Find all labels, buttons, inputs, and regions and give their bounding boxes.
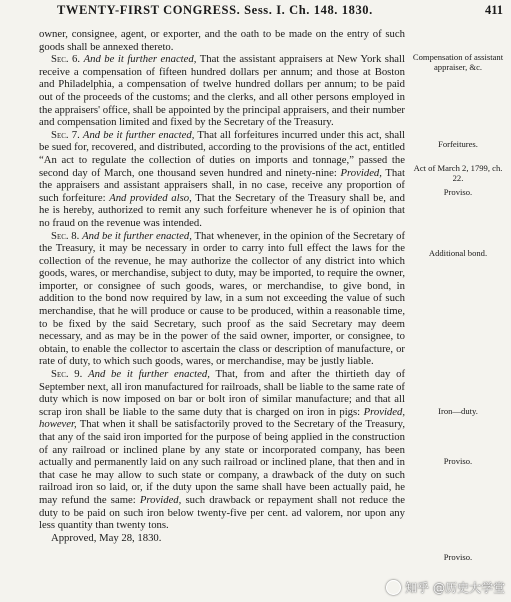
- watermark-text: 知乎 @历史大学堂: [405, 581, 505, 595]
- zhihu-logo-icon: [386, 580, 401, 595]
- section-label: Sec. 6.: [51, 53, 81, 66]
- page-number: 411: [484, 3, 503, 17]
- section-text: That when it shall be satisfactorily proved to the Secretary of the Treasury, that any of the said iron imported for the purpose of being applied in the construction of any railroad or inclined plane by any state or incorporated company, has been actually and permanently laid on any such railroad or inclined plane, that then and in that case he may allow to such state or company, a drawback of the duty on such railroad iron so laid, or, if the duty upon the same shall have been actually paid, he may refund the same:: [39, 418, 405, 506]
- section-label: Sec. 9.: [51, 368, 83, 381]
- running-title: TWENTY-FIRST CONGRESS. Sess. I. Ch. 148. 1830.: [57, 3, 373, 17]
- margin-note-proviso: Proviso.: [443, 187, 473, 197]
- proviso-clause: Provided, however,: [39, 405, 406, 431]
- enacting-clause: And be it further enacted,: [88, 368, 210, 381]
- statute-text: [39, 28, 405, 544]
- intro-paragraph: owner, consignee, agent, or exporter, and the oath to be made on the entry of such goods shall be annexed thereto.: [39, 28, 405, 53]
- page-header: [0, 0, 511, 22]
- margin-note-act-of-march: Act of March 2, 1799, ch. 22.: [413, 163, 503, 183]
- section-text: That the appraisers and assistant appraisers shall, in no case, receive any proportion of such forfeiture:: [39, 166, 405, 204]
- enacting-clause: And be it further enacted,: [83, 53, 197, 66]
- section-text: That all forfeitures incurred under this act, shall be sued for, recovered, and distributed, according to the provisions of the act, entitled “An act to regulate the collection of duties on imports and tonnage,” passed the second day of March, one thousand seven hundred and ninety-nine:: [39, 128, 406, 179]
- margin-note-iron-duty: Iron—duty.: [438, 406, 478, 416]
- section-text: That the assistant appraisers at New York shall receive a compensation of fifteen hundred dollars per annum; and those at Boston and Philadelphia, a compensation of twelve hundred dollars per annum; to be paid out of the proceeds of the customs; and the clerks, and all other persons employed in the appraisers' office, shall be appointed by the principal appraisers, and their number and compensation limited and fixed by the Secretary of the Treasury.: [39, 53, 405, 129]
- proviso-clause: Provided,: [340, 166, 382, 179]
- proviso-clause: Provided,: [139, 493, 182, 506]
- section-9: [39, 368, 405, 532]
- section-7: [39, 129, 405, 230]
- margin-note-proviso: Proviso.: [443, 456, 473, 466]
- section-8: [39, 230, 405, 369]
- margin-note-proviso: Proviso.: [443, 552, 473, 562]
- section-label: Sec. 8.: [51, 229, 80, 242]
- proviso-clause: And provided also,: [109, 191, 192, 204]
- approval-line: Approved, May 28, 1830.: [51, 531, 162, 544]
- margin-note-additional-bond: Additional bond.: [428, 248, 488, 258]
- section-text: That the Secretary of the Treasury shall be, and he is hereby, authorized to remit any such forfeiture whenever he is of opinion that no fraud on the revenue was intended.: [39, 191, 405, 229]
- section-text: such drawback or repayment shall not reduce the duty to be paid on such iron below twenty-five per cent. ad valorem, nor upon any less quantity than twenty tons.: [39, 493, 406, 532]
- watermark: [386, 579, 505, 596]
- section-text: That, from and after the thirtieth day of September next, all iron manufactured for railroads, shall be liable to the same rate of duty which is now imposed on bar or bolt iron of similar manufacture; and that all scrap iron shall be liable to the same duty that is charged on iron in pigs:: [39, 368, 405, 418]
- enacting-clause: And be it further enacted,: [82, 229, 192, 242]
- section-label: Sec. 7.: [51, 128, 80, 141]
- section-6: [39, 53, 405, 129]
- margin-note-compensation: Compensation of assistant appraiser, &c.: [412, 52, 504, 72]
- enacting-clause: And be it further enacted,: [82, 128, 195, 141]
- margin-note-forfeitures: Forfeitures.: [438, 139, 478, 149]
- section-text: That whenever, in the opinion of the Secretary of the Treasury, it may be necessary in order to carry into full effect the laws for the collection of the revenue, he may authorize the collector of any district into which goods, wares, or merchandise, subject to duty, may be imported, to require the owner, importer, or consignee of such goods, wares, or merchandise, to give bond, in addition to the bond now required by law, in a sum not exceeding the value of such merchandise, that he will produce or cause to be produced, within a reasonable time, to be fixed by the said Secretary, such proof as the said Secretary may deem necessary, and as may be in the power of the said owner, importer, or consignee, to obtain, to enable the collector to ascertain the class or description of manufacture, or rate of duty, to which such goods, wares, or merchandise, may be justly liable.: [39, 229, 406, 368]
